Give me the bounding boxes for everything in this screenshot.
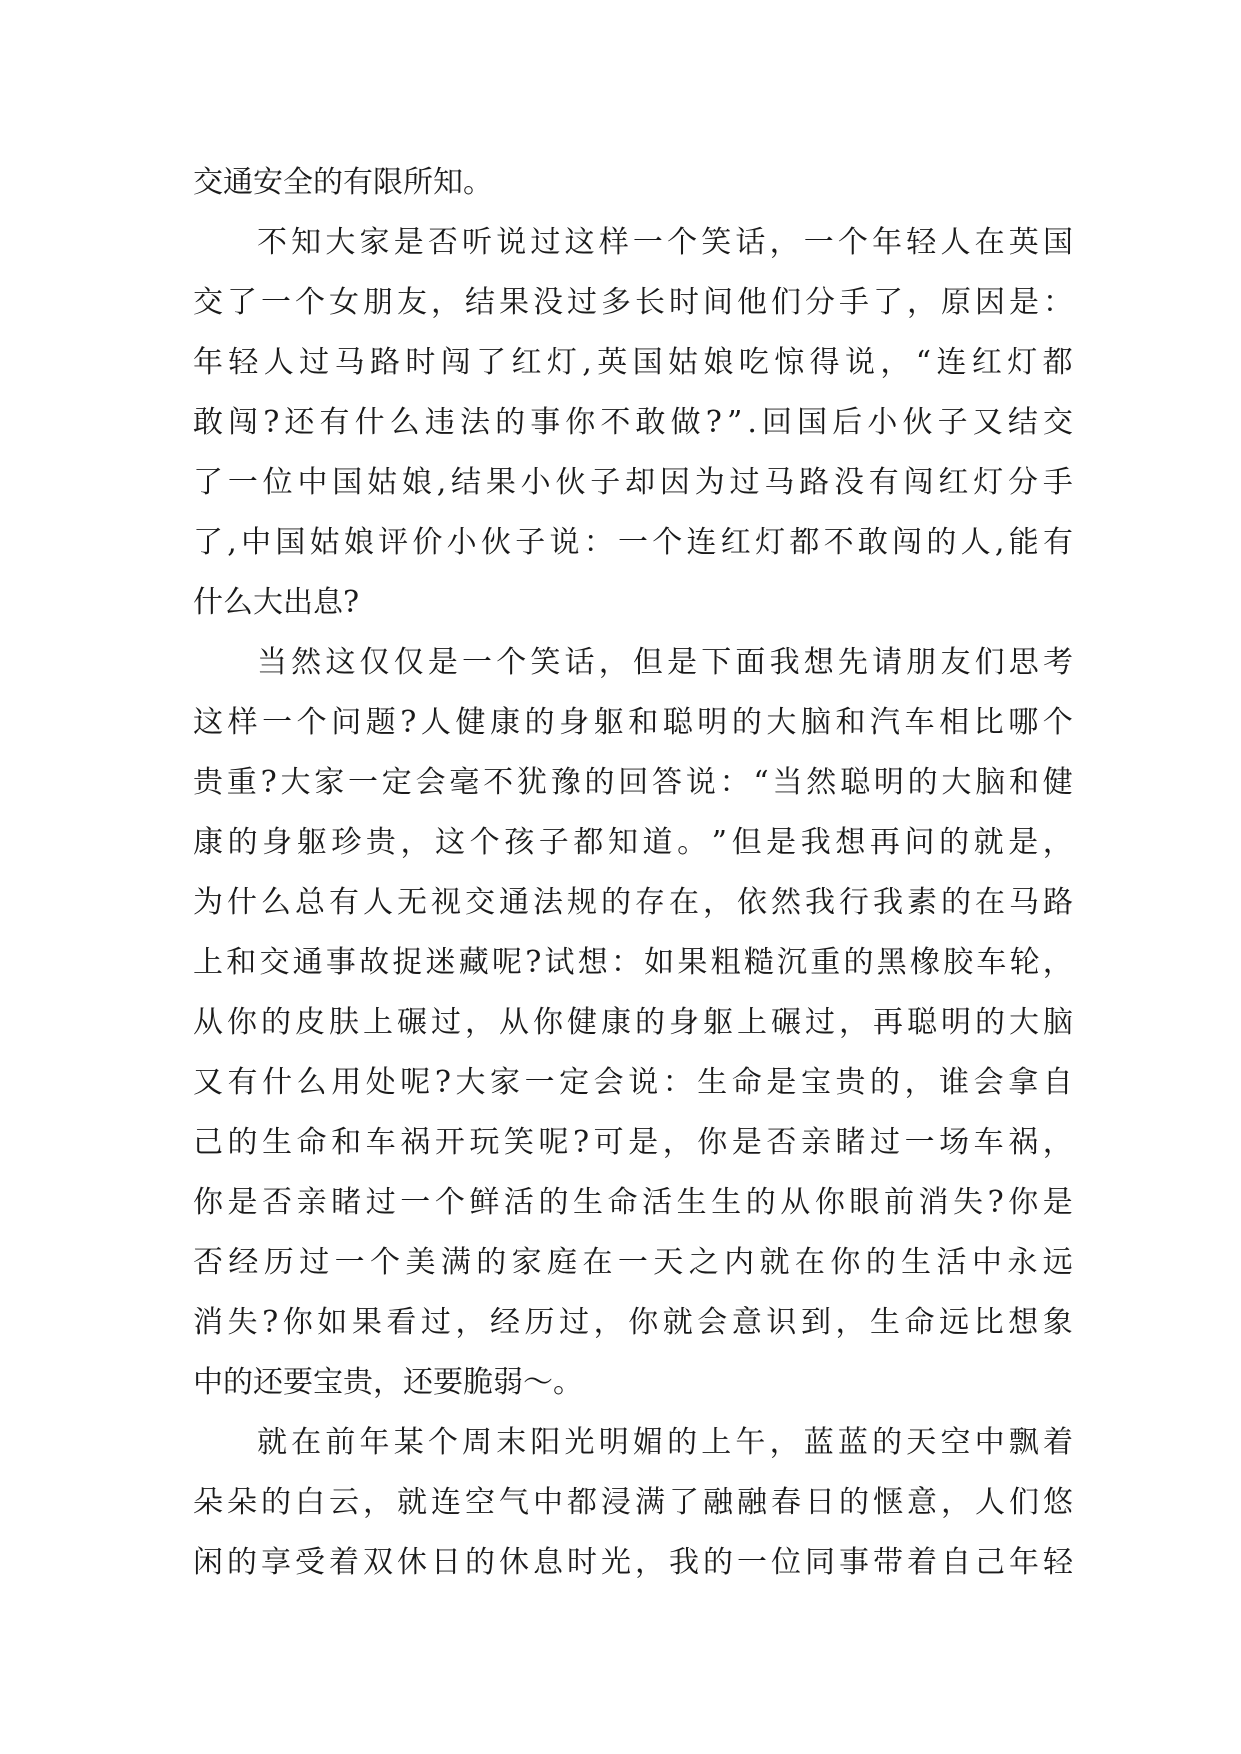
text-line: 康 的 身 躯 珍 贵 ， 这 个 孩 子 都 知 道 。 ” 但 是 我 想 再 问 的 就 是 ， [193, 825, 1073, 860]
text-line: 当 然 这 仅 仅 是 一 个 笑 话 ， 但 是 下 面 我 想 先 请 朋 友 们 思 考 [257, 645, 1073, 680]
text-line: 你 是 否 亲 睹 过 一 个 鲜 活 的 生 命 活 生 生 的 从 你 眼 前 消 失 ? 你 是 [193, 1185, 1073, 1220]
text-line: 朵 朵 的 白 云 ， 就 连 空 气 中 都 浸 满 了 融 融 春 日 的 惬 意 ， 人 们 悠 [193, 1485, 1073, 1520]
text-line: 消 失 ? 你 如 果 看 过 ， 经 历 过 ， 你 就 会 意 识 到 ， 生 命 远 比 想 象 [193, 1305, 1073, 1340]
text-line: 就 在 前 年 某 个 周 末 阳 光 明 媚 的 上 午 ， 蓝 蓝 的 天 空 中 飘 着 [257, 1425, 1073, 1460]
text-line: 不 知 大 家 是 否 听 说 过 这 样 一 个 笑 话 ， 一 个 年 轻 人 在 英 国 [257, 225, 1073, 260]
text-line: 年 轻 人 过 马 路 时 闯 了 红 灯 , 英 国 姑 娘 吃 惊 得 说 ， “ 连 红 灯 都 [193, 345, 1073, 380]
text-line: 敢 闯 ? 还 有 什 么 违 法 的 事 你 不 敢 做 ? ” . 回 国 后 小 伙 子 又 结 交 [193, 405, 1073, 440]
document-body [193, 153, 1073, 1593]
text-line: 从 你 的 皮 肤 上 碾 过 ， 从 你 健 康 的 身 躯 上 碾 过 ， 再 聪 明 的 大 脑 [193, 1005, 1073, 1040]
text-line: 贵 重 ? 大 家 一 定 会 毫 不 犹 豫 的 回 答 说 ： “ 当 然 聪 明 的 大 脑 和 健 [193, 765, 1073, 800]
text-line: 闲 的 享 受 着 双 休 日 的 休 息 时 光 ， 我 的 一 位 同 事 带 着 自 己 年 轻 [193, 1545, 1073, 1580]
text-line: 中的还要宝贵，还要脆弱～。 [193, 1365, 583, 1400]
text-line: 交 了 一 个 女 朋 友 ， 结 果 没 过 多 长 时 间 他 们 分 手 了 ， 原 因 是 ： [193, 285, 1073, 320]
text-line: 为 什 么 总 有 人 无 视 交 通 法 规 的 存 在 ， 依 然 我 行 我 素 的 在 马 路 [193, 885, 1073, 920]
text-line: 了 一 位 中 国 姑 娘 , 结 果 小 伙 子 却 因 为 过 马 路 没 有 闯 红 灯 分 手 [193, 465, 1073, 500]
text-line: 了 , 中 国 姑 娘 评 价 小 伙 子 说 ： 一 个 连 红 灯 都 不 敢 闯 的 人 , 能 有 [193, 525, 1073, 560]
text-line: 又 有 什 么 用 处 呢 ? 大 家 一 定 会 说 ： 生 命 是 宝 贵 的 ， 谁 会 拿 自 [193, 1065, 1073, 1100]
text-line: 什么大出息? [193, 585, 360, 620]
text-line: 上 和 交 通 事 故 捉 迷 藏 呢 ? 试 想 ： 如 果 粗 糙 沉 重 的 黑 橡 胶 车 轮 ， [193, 945, 1073, 980]
text-line: 己 的 生 命 和 车 祸 开 玩 笑 呢 ? 可 是 ， 你 是 否 亲 睹 过 一 场 车 祸 ， [193, 1125, 1073, 1160]
text-line: 这 样 一 个 问 题 ? 人 健 康 的 身 躯 和 聪 明 的 大 脑 和 汽 车 相 比 哪 个 [193, 705, 1073, 740]
text-line: 交通安全的有限所知。 [193, 165, 493, 200]
text-line: 否 经 历 过 一 个 美 满 的 家 庭 在 一 天 之 内 就 在 你 的 生 活 中 永 远 [193, 1245, 1073, 1280]
